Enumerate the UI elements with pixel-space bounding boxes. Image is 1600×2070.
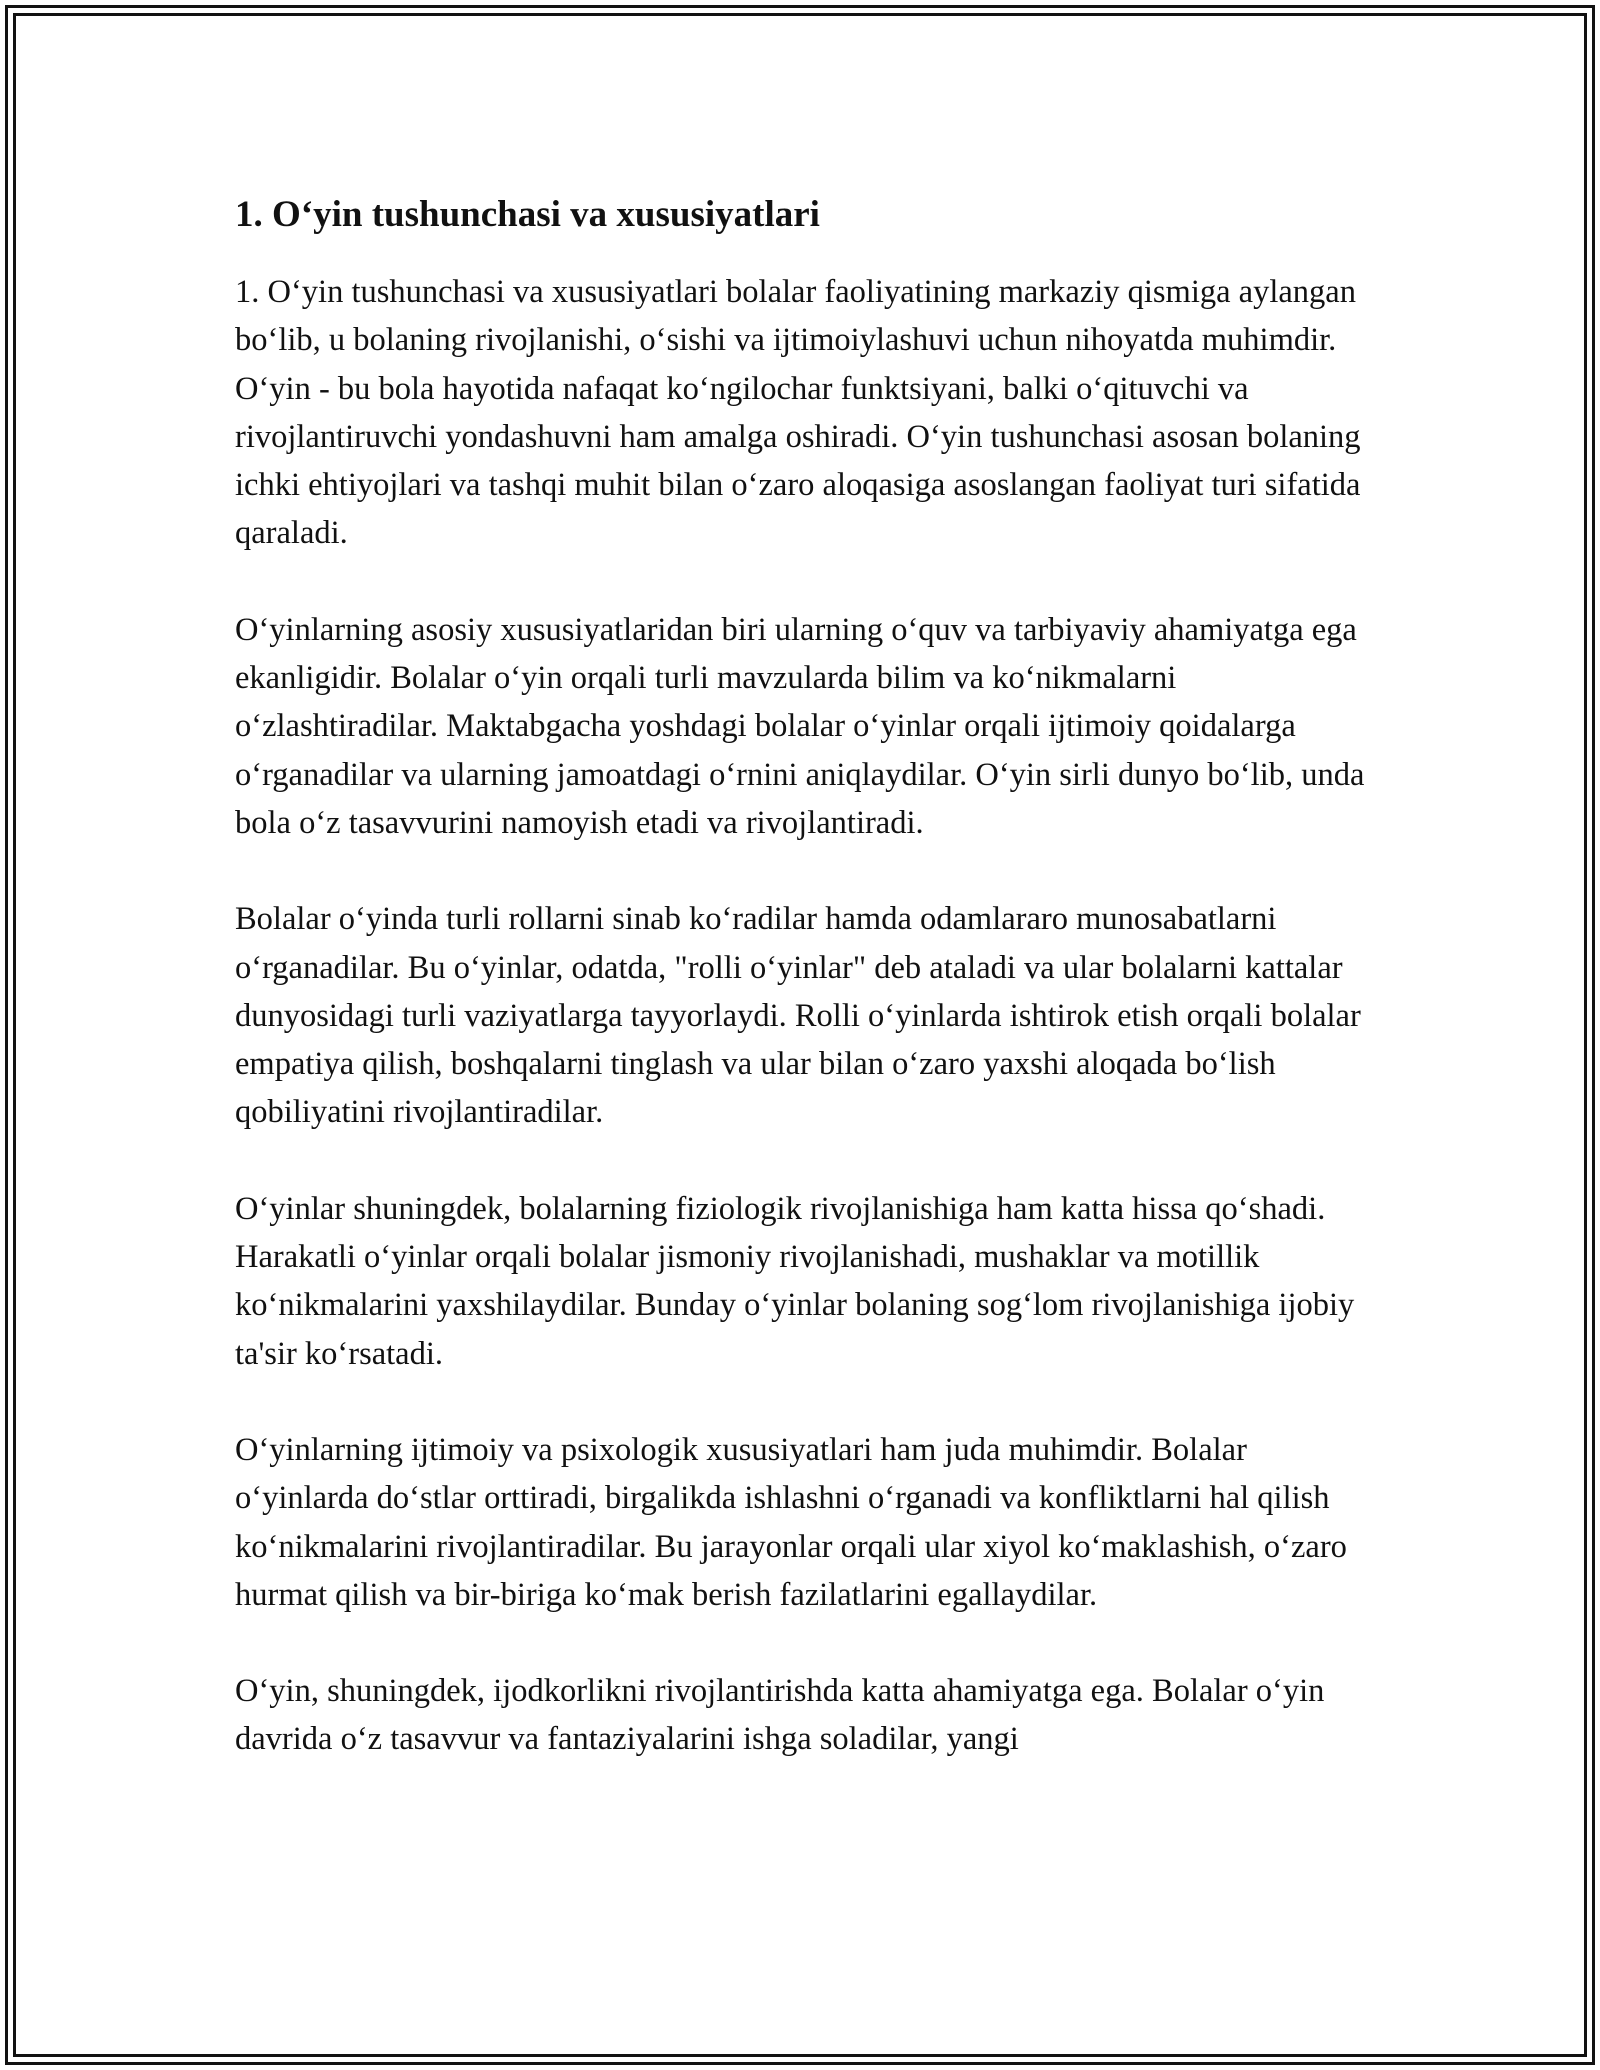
- section-heading: 1. O‘yin tushunchasi va xususiyatlari: [235, 194, 820, 235]
- paragraph-1: 1. O‘yin tushunchasi va xususiyatlari bolalar faoliyatining markaziy qismiga aylangan bo‘lib, u bolaning rivojlanishi, o‘sishi va ijtimoiylashuvi uchun nihoyatda muhimdir. O‘yin - bu bola hayotida nafaqat ko‘ngilochar funktsiyani, balki o‘qituvchi va rivojlantiruvchi yondashuvni ham amalga oshiradi. O‘yin tushunchasi asosan bolaning ichki ehtiyojlari va tashqi muhit bilan o‘zaro aloqasiga asoslangan faoliyat turi sifatida qaraladi.: [235, 274, 1361, 552]
- paragraph-3: Bolalar o‘yinda turli rollarni sinab ko‘radilar hamda odamlararo munosabatlarni o‘rganadilar. Bu o‘yinlar, odatda, "rolli o‘yinlar" deb ataladi va ular bolalarni kattalar dunyosidagi turli vaziyatlarga tayyorlaydi. Rolli o‘yinlarda ishtirok etish orqali bolalar empatiya qilish, boshqalarni tinglash va ular bilan o‘zaro yaxshi aloqada bo‘lish qobiliyatini rivojlantiradilar.: [235, 901, 1361, 1131]
- paragraph-5: O‘yinlarning ijtimoiy va psixologik xususiyatlari ham juda muhimdir. Bolalar o‘yinlarda do‘stlar orttiradi, birgalikda ishlashni o‘rganadi va konfliktlarni hal qilish ko‘nikmalarini rivojlantiradilar. Bu jarayonlar orqali ular xiyol ko‘maklashish, o‘zaro hurmat qilish va bir-biriga ko‘mak berish fazilatlarini egallaydilar.: [235, 1431, 1347, 1613]
- paragraph-6: O‘yin, shuningdek, ijodkorlikni rivojlantirishda katta ahamiyatga ega. Bolalar o‘yin davrida o‘z tasavvur va fantaziyalarini ishga soladilar, yangi: [235, 1673, 1325, 1758]
- paragraph-2: O‘yinlarning asosiy xususiyatlaridan biri ularning o‘quv va tarbiyaviy ahamiyatga ega ekanligidir. Bolalar o‘yin orqali turli mavzularda bilim va ko‘nikmalarni o‘zlashtiradilar. Maktabgacha yoshdagi bolalar o‘yinlar orqali ijtimoiy qoidalarga o‘rganadilar va ularning jamoatdagi o‘rnini aniqlaydilar. O‘yin sirli dunyo bo‘lib, unda bola o‘z tasavvurini namoyish etadi va rivojlantiradi.: [235, 611, 1365, 841]
- document-body: [235, 184, 1385, 1764]
- paragraph-4: O‘yinlar shuningdek, bolalarning fiziologik rivojlanishiga ham katta hissa qo‘shadi. Harakatli o‘yinlar orqali bolalar jismoniy rivojlanishadi, mushaklar va motillik ko‘nikmalarini yaxshilaydilar. Bunday o‘yinlar bolaning sog‘lom rivojlanishiga ijobiy ta'sir ko‘rsatadi.: [235, 1190, 1355, 1372]
